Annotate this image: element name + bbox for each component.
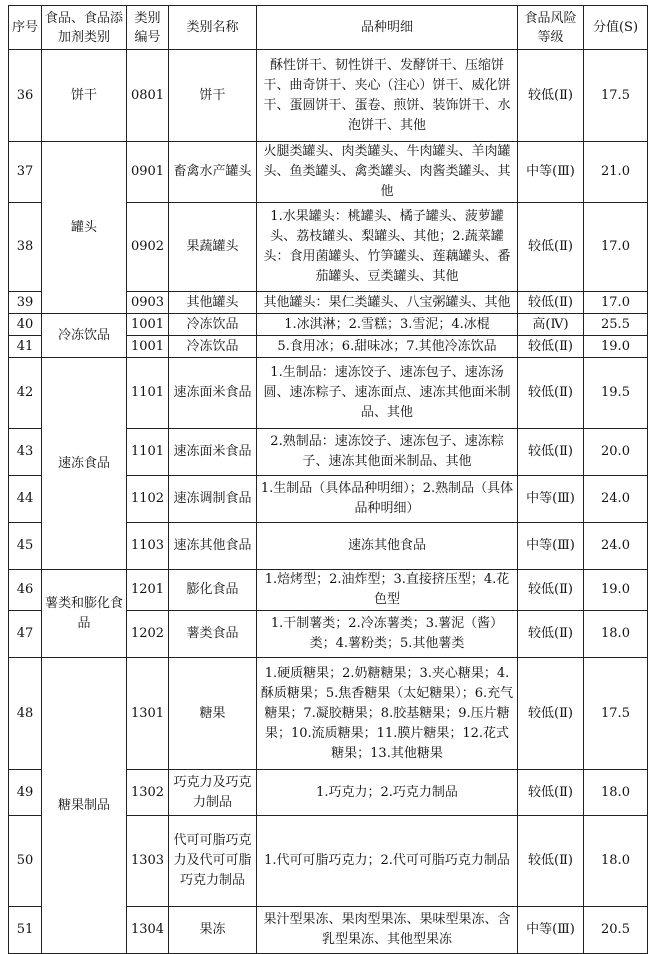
seq-cell: 45: [9, 523, 42, 570]
header-risk: 食品风险等级: [518, 6, 584, 50]
table-row: [9, 358, 648, 429]
risk-cell: 中等(Ⅲ): [518, 907, 584, 954]
code-cell: 1102: [127, 476, 169, 523]
table-row: [9, 314, 648, 336]
code-cell: 1301: [127, 658, 169, 770]
category-group-cell: 罐头: [42, 142, 127, 314]
category-group-cell: 糖果制品: [42, 658, 127, 954]
class-name-cell: 速冻调制食品: [169, 476, 257, 523]
score-cell: 18.0: [584, 816, 648, 907]
seq-cell: 40: [9, 314, 42, 336]
score-cell: 24.0: [584, 523, 648, 570]
detail-cell: 果汁型果冻、果肉型果冻、果味型果冻、含乳型果冻、其他型果冻: [257, 907, 518, 954]
code-cell: 1304: [127, 907, 169, 954]
code-cell: 1001: [127, 314, 169, 336]
code-cell: 0903: [127, 292, 169, 314]
detail-cell: 1.代可可脂巧克力；2.代可可脂巧克力制品: [257, 816, 518, 907]
class-name-cell: 畜禽水产罐头: [169, 142, 257, 203]
seq-cell: 47: [9, 611, 42, 658]
class-name-cell: 其他罐头: [169, 292, 257, 314]
seq-cell: 41: [9, 336, 42, 358]
class-name-cell: 果冻: [169, 907, 257, 954]
score-cell: 17.0: [584, 203, 648, 292]
class-name-cell: 速冻面米食品: [169, 358, 257, 429]
score-cell: 19.0: [584, 336, 648, 358]
class-name-cell: 膨化食品: [169, 570, 257, 611]
class-name-cell: 代可可脂巧克力及代可可脂巧克力制品: [169, 816, 257, 907]
class-name-cell: 速冻面米食品: [169, 429, 257, 476]
detail-cell: 火腿类罐头、肉类罐头、牛肉罐头、羊肉罐头、鱼类罐头、禽类罐头、肉酱类罐头、其他: [257, 142, 518, 203]
risk-cell: 较低(Ⅱ): [518, 429, 584, 476]
detail-cell: 1.生制品：速冻饺子、速冻包子、速冻汤圆、速冻粽子、速冻面点、速冻其他面米制品、其他: [257, 358, 518, 429]
risk-cell: 较低(Ⅱ): [518, 611, 584, 658]
code-cell: 1103: [127, 523, 169, 570]
class-name-cell: 糖果: [169, 658, 257, 770]
seq-cell: 48: [9, 658, 42, 770]
table-row: [9, 570, 648, 611]
risk-cell: 较低(Ⅱ): [518, 658, 584, 770]
score-cell: 20.5: [584, 907, 648, 954]
code-cell: 1302: [127, 770, 169, 816]
seq-cell: 46: [9, 570, 42, 611]
detail-cell: 1.巧克力；2.巧克力制品: [257, 770, 518, 816]
code-cell: 1101: [127, 358, 169, 429]
detail-cell: 2.熟制品：速冻饺子、速冻包子、速冻粽子、速冻其他面米制品、其他: [257, 429, 518, 476]
class-name-cell: 冷冻饮品: [169, 314, 257, 336]
detail-cell: 其他罐头：果仁类罐头、八宝粥罐头、其他: [257, 292, 518, 314]
detail-cell: 速冻其他食品: [257, 523, 518, 570]
seq-cell: 38: [9, 203, 42, 292]
seq-cell: 49: [9, 770, 42, 816]
score-cell: 20.0: [584, 429, 648, 476]
risk-cell: 较低(Ⅱ): [518, 570, 584, 611]
detail-cell: 1.干制薯类；2.冷冻薯类；3.薯泥（酱）类；4.薯粉类；5.其他薯类: [257, 611, 518, 658]
risk-cell: 中等(Ⅲ): [518, 142, 584, 203]
code-cell: 1303: [127, 816, 169, 907]
class-name-cell: 饼干: [169, 50, 257, 142]
header-class-name: 类别名称: [169, 6, 257, 50]
code-cell: 0801: [127, 50, 169, 142]
risk-cell: 较低(Ⅱ): [518, 292, 584, 314]
score-cell: 19.0: [584, 570, 648, 611]
risk-cell: 较低(Ⅱ): [518, 816, 584, 907]
category-group-cell: 薯类和膨化食品: [42, 570, 127, 658]
risk-cell: 较低(Ⅱ): [518, 358, 584, 429]
code-cell: 1001: [127, 336, 169, 358]
class-name-cell: 速冻其他食品: [169, 523, 257, 570]
table-row: [9, 50, 648, 142]
risk-cell: 较低(Ⅱ): [518, 50, 584, 142]
code-cell: 0902: [127, 203, 169, 292]
code-cell: 1201: [127, 570, 169, 611]
detail-cell: 1.水果罐头：桃罐头、橘子罐头、菠萝罐头、荔枝罐头、梨罐头、其他；2.蔬菜罐头：食用菌罐头、竹笋罐头、莲藕罐头、番茄罐头、豆类罐头、其他: [257, 203, 518, 292]
seq-cell: 51: [9, 907, 42, 954]
class-name-cell: 冷冻饮品: [169, 336, 257, 358]
risk-cell: 中等(Ⅲ): [518, 476, 584, 523]
risk-cell: 较低(Ⅱ): [518, 770, 584, 816]
header-detail: 品种明细: [257, 6, 518, 50]
seq-cell: 37: [9, 142, 42, 203]
class-name-cell: 巧克力及巧克力制品: [169, 770, 257, 816]
code-cell: 1202: [127, 611, 169, 658]
score-cell: 17.5: [584, 50, 648, 142]
score-cell: 18.0: [584, 770, 648, 816]
risk-cell: 高(Ⅳ): [518, 314, 584, 336]
detail-cell: 1.生制品（具体品种明细）；2.熟制品（具体品种明细）: [257, 476, 518, 523]
detail-cell: 酥性饼干、韧性饼干、发酵饼干、压缩饼干、曲奇饼干、夹心（注心）饼干、威化饼干、蛋圆饼干、蛋卷、煎饼、装饰饼干、水泡饼干、其他: [257, 50, 518, 142]
category-group-cell: 饼干: [42, 50, 127, 142]
food-category-table: [8, 5, 648, 954]
seq-cell: 42: [9, 358, 42, 429]
risk-cell: 较低(Ⅱ): [518, 203, 584, 292]
header-code: 类别编号: [127, 6, 169, 50]
score-cell: 17.0: [584, 292, 648, 314]
score-cell: 17.5: [584, 658, 648, 770]
detail-cell: 1.硬质糖果；2.奶糖糖果；3.夹心糖果；4.酥质糖果；5.焦香糖果（太妃糖果）；6.充气糖果；7.凝胶糖果；8.胶基糖果；9.压片糖果；10.流质糖果；11.膜片糖果；12.花式糖果；13.其他糖果: [257, 658, 518, 770]
risk-cell: 较低(Ⅱ): [518, 336, 584, 358]
code-cell: 1101: [127, 429, 169, 476]
header-category: 食品、食品添加剂类别: [42, 6, 127, 50]
header-seq: 序号: [9, 6, 42, 50]
category-group-cell: 冷冻饮品: [42, 314, 127, 358]
detail-cell: 1.焙烤型；2.油炸型；3.直接挤压型；4.花色型: [257, 570, 518, 611]
seq-cell: 36: [9, 50, 42, 142]
category-group-cell: 速冻食品: [42, 358, 127, 570]
table-row: [9, 142, 648, 203]
seq-cell: 39: [9, 292, 42, 314]
table-row: [9, 658, 648, 770]
detail-cell: 1.冰淇淋；2.雪糕；3.雪泥；4.冰棍: [257, 314, 518, 336]
header-score: 分值(S): [584, 6, 648, 50]
header-row: [9, 6, 648, 50]
seq-cell: 50: [9, 816, 42, 907]
table-container: [8, 5, 648, 954]
score-cell: 25.5: [584, 314, 648, 336]
class-name-cell: 薯类食品: [169, 611, 257, 658]
risk-cell: 中等(Ⅲ): [518, 523, 584, 570]
score-cell: 24.0: [584, 476, 648, 523]
score-cell: 18.0: [584, 611, 648, 658]
seq-cell: 43: [9, 429, 42, 476]
score-cell: 19.5: [584, 358, 648, 429]
code-cell: 0901: [127, 142, 169, 203]
detail-cell: 5.食用冰；6.甜味冰；7.其他冷冻饮品: [257, 336, 518, 358]
seq-cell: 44: [9, 476, 42, 523]
class-name-cell: 果蔬罐头: [169, 203, 257, 292]
score-cell: 21.0: [584, 142, 648, 203]
